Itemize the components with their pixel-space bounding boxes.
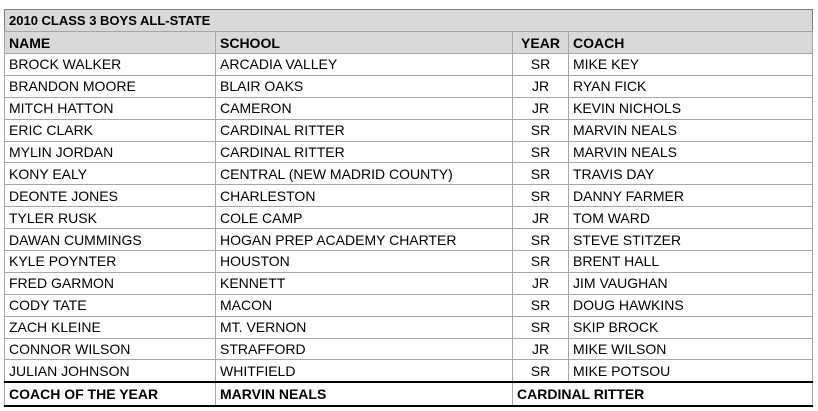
cell-coach: KEVIN NICHOLS [569, 97, 813, 119]
cell-coach: TOM WARD [569, 207, 813, 229]
cell-year: JR [513, 338, 569, 360]
cell-name: CODY TATE [5, 294, 216, 316]
cell-coach: DANNY FARMER [569, 185, 813, 207]
cell-year: JR [513, 97, 569, 119]
table-row [5, 207, 813, 229]
table-row [5, 163, 813, 185]
cell-school: COLE CAMP [216, 207, 513, 229]
cell-school: CARDINAL RITTER [216, 141, 513, 163]
table-row [5, 316, 813, 338]
cell-name: TYLER RUSK [5, 207, 216, 229]
all-state-table [4, 9, 813, 407]
cell-school: KENNETT [216, 272, 513, 294]
cell-coach: TRAVIS DAY [569, 163, 813, 185]
cell-school: MT. VERNON [216, 316, 513, 338]
table-row [5, 272, 813, 294]
cell-coach: MARVIN NEALS [569, 141, 813, 163]
cell-school: ARCADIA VALLEY [216, 54, 513, 76]
cell-school: MACON [216, 294, 513, 316]
cell-coach: BRENT HALL [569, 251, 813, 273]
cell-school: STRAFFORD [216, 338, 513, 360]
cell-school: CHARLESTON [216, 185, 513, 207]
cell-year: JR [513, 272, 569, 294]
cell-year: SR [513, 141, 569, 163]
table-row [5, 185, 813, 207]
coach-of-year-row [5, 382, 813, 406]
header-school: SCHOOL [216, 32, 513, 54]
table-row [5, 229, 813, 251]
table-row [5, 141, 813, 163]
cell-name: CONNOR WILSON [5, 338, 216, 360]
cell-year: JR [513, 207, 569, 229]
cell-year: SR [513, 294, 569, 316]
cell-name: ERIC CLARK [5, 119, 216, 141]
cell-school: WHITFIELD [216, 360, 513, 382]
cell-year: SR [513, 54, 569, 76]
table-row [5, 75, 813, 97]
cell-school: BLAIR OAKS [216, 75, 513, 97]
table-row [5, 54, 813, 76]
cell-year: JR [513, 75, 569, 97]
cell-coach: DOUG HAWKINS [569, 294, 813, 316]
cell-name: MYLIN JORDAN [5, 141, 216, 163]
header-row [5, 32, 813, 54]
table-row [5, 360, 813, 382]
cell-name: BRANDON MOORE [5, 75, 216, 97]
cell-coach: MARVIN NEALS [569, 119, 813, 141]
cell-coach: MIKE POTSOU [569, 360, 813, 382]
title-row [5, 10, 813, 32]
cell-year: SR [513, 119, 569, 141]
coach-of-year-school: CARDINAL RITTER [513, 382, 813, 406]
table-row [5, 97, 813, 119]
cell-year: SR [513, 251, 569, 273]
cell-year: SR [513, 316, 569, 338]
cell-name: KONY EALY [5, 163, 216, 185]
cell-year: SR [513, 163, 569, 185]
cell-name: DAWAN CUMMINGS [5, 229, 216, 251]
cell-name: JULIAN JOHNSON [5, 360, 216, 382]
cell-school: CENTRAL (NEW MADRID COUNTY) [216, 163, 513, 185]
cell-name: BROCK WALKER [5, 54, 216, 76]
table-row [5, 251, 813, 273]
cell-year: SR [513, 360, 569, 382]
table-row [5, 119, 813, 141]
cell-name: FRED GARMON [5, 272, 216, 294]
cell-name: DEONTE JONES [5, 185, 216, 207]
cell-name: KYLE POYNTER [5, 251, 216, 273]
table-row [5, 338, 813, 360]
cell-name: MITCH HATTON [5, 97, 216, 119]
cell-school: HOUSTON [216, 251, 513, 273]
cell-school: HOGAN PREP ACADEMY CHARTER [216, 229, 513, 251]
cell-coach: STEVE STITZER [569, 229, 813, 251]
cell-coach: MIKE KEY [569, 54, 813, 76]
cell-year: SR [513, 185, 569, 207]
header-coach: COACH [569, 32, 813, 54]
cell-school: CARDINAL RITTER [216, 119, 513, 141]
cell-coach: JIM VAUGHAN [569, 272, 813, 294]
header-name: NAME [5, 32, 216, 54]
cell-year: SR [513, 229, 569, 251]
all-state-sheet [4, 9, 812, 407]
cell-coach: SKIP BROCK [569, 316, 813, 338]
cell-school: CAMERON [216, 97, 513, 119]
table-title: 2010 CLASS 3 BOYS ALL-STATE [5, 10, 813, 32]
coach-of-year-name: MARVIN NEALS [216, 382, 513, 406]
table-row [5, 294, 813, 316]
cell-coach: MIKE WILSON [569, 338, 813, 360]
coach-of-year-label: COACH OF THE YEAR [5, 382, 216, 406]
cell-name: ZACH KLEINE [5, 316, 216, 338]
header-year: YEAR [513, 32, 569, 54]
cell-coach: RYAN FICK [569, 75, 813, 97]
